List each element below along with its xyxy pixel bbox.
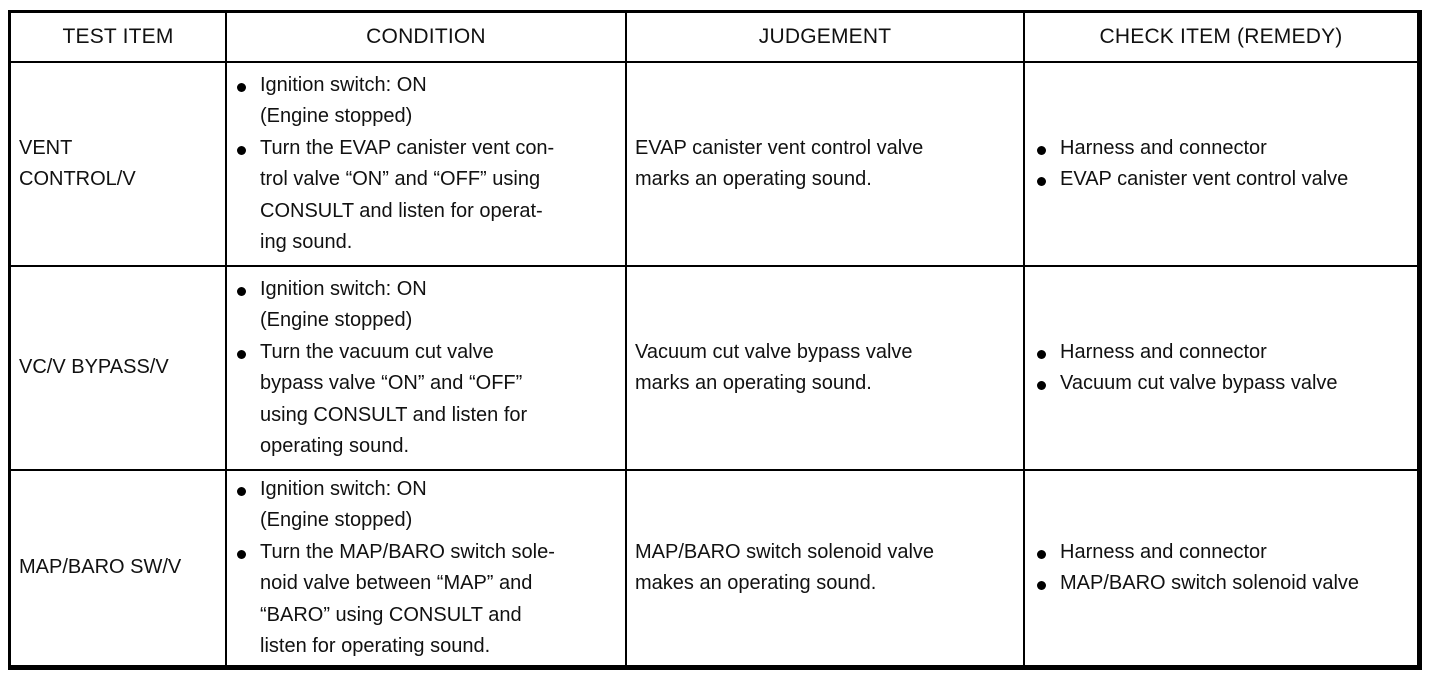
bullet-icon xyxy=(1037,550,1046,559)
list-item: Turn the EVAP canister vent con- trol valve “ON” and “OFF” using CONSULT and listen for operat- ing sound. xyxy=(233,133,617,259)
condition-cell xyxy=(226,470,626,665)
bullet-icon xyxy=(237,83,246,92)
test-item-cell: VC/V BYPASS/V xyxy=(11,266,226,470)
bullet-icon xyxy=(1037,581,1046,590)
header-row xyxy=(11,13,1417,62)
bullet-icon xyxy=(1037,146,1046,155)
judgement-cell: Vacuum cut valve bypass valve marks an operating sound. xyxy=(626,266,1024,470)
check-list xyxy=(1033,133,1413,196)
bullet-icon xyxy=(1037,177,1046,186)
condition-list xyxy=(233,70,617,259)
list-item: Ignition switch: ON (Engine stopped) xyxy=(233,274,617,337)
condition-list xyxy=(233,474,617,663)
judgement-cell: MAP/BARO switch solenoid valve makes an operating sound. xyxy=(626,470,1024,665)
check-item-cell xyxy=(1024,266,1417,470)
bullet-icon xyxy=(1037,350,1046,359)
table-row xyxy=(11,470,1417,665)
header-judgement: JUDGEMENT xyxy=(626,13,1024,62)
list-item: Ignition switch: ON (Engine stopped) xyxy=(233,70,617,133)
bullet-icon xyxy=(237,287,246,296)
list-item: Turn the vacuum cut valve bypass valve “ON” and “OFF” using CONSULT and listen for operating sound. xyxy=(233,337,617,463)
list-item: Turn the MAP/BARO switch sole- noid valve between “MAP” and “BARO” using CONSULT and listen for operating sound. xyxy=(233,537,617,663)
bullet-icon xyxy=(237,550,246,559)
check-item-cell xyxy=(1024,470,1417,665)
bullet-icon xyxy=(237,350,246,359)
header-check-item: CHECK ITEM (REMEDY) xyxy=(1024,13,1417,62)
judgement-cell: EVAP canister vent control valve marks an operating sound. xyxy=(626,62,1024,266)
list-item: Harness and connector xyxy=(1033,537,1413,569)
header-condition: CONDITION xyxy=(226,13,626,62)
table-row xyxy=(11,62,1417,266)
active-test-table xyxy=(11,13,1417,665)
bullet-icon xyxy=(237,487,246,496)
list-item: Vacuum cut valve bypass valve xyxy=(1033,368,1413,400)
list-item: Ignition switch: ON (Engine stopped) xyxy=(233,474,617,537)
check-item-cell xyxy=(1024,62,1417,266)
list-item: MAP/BARO switch solenoid valve xyxy=(1033,568,1413,600)
bullet-icon xyxy=(237,146,246,155)
check-list xyxy=(1033,337,1413,400)
test-table-sheet xyxy=(8,10,1422,670)
test-item-cell: VENT CONTROL/V xyxy=(11,62,226,266)
check-list xyxy=(1033,537,1413,600)
list-item: Harness and connector xyxy=(1033,133,1413,165)
condition-cell xyxy=(226,62,626,266)
condition-list xyxy=(233,274,617,463)
table-row xyxy=(11,266,1417,470)
condition-cell xyxy=(226,266,626,470)
list-item: Harness and connector xyxy=(1033,337,1413,369)
header-test-item: TEST ITEM xyxy=(11,13,226,62)
bullet-icon xyxy=(1037,381,1046,390)
test-item-cell: MAP/BARO SW/V xyxy=(11,470,226,665)
list-item: EVAP canister vent control valve xyxy=(1033,164,1413,196)
